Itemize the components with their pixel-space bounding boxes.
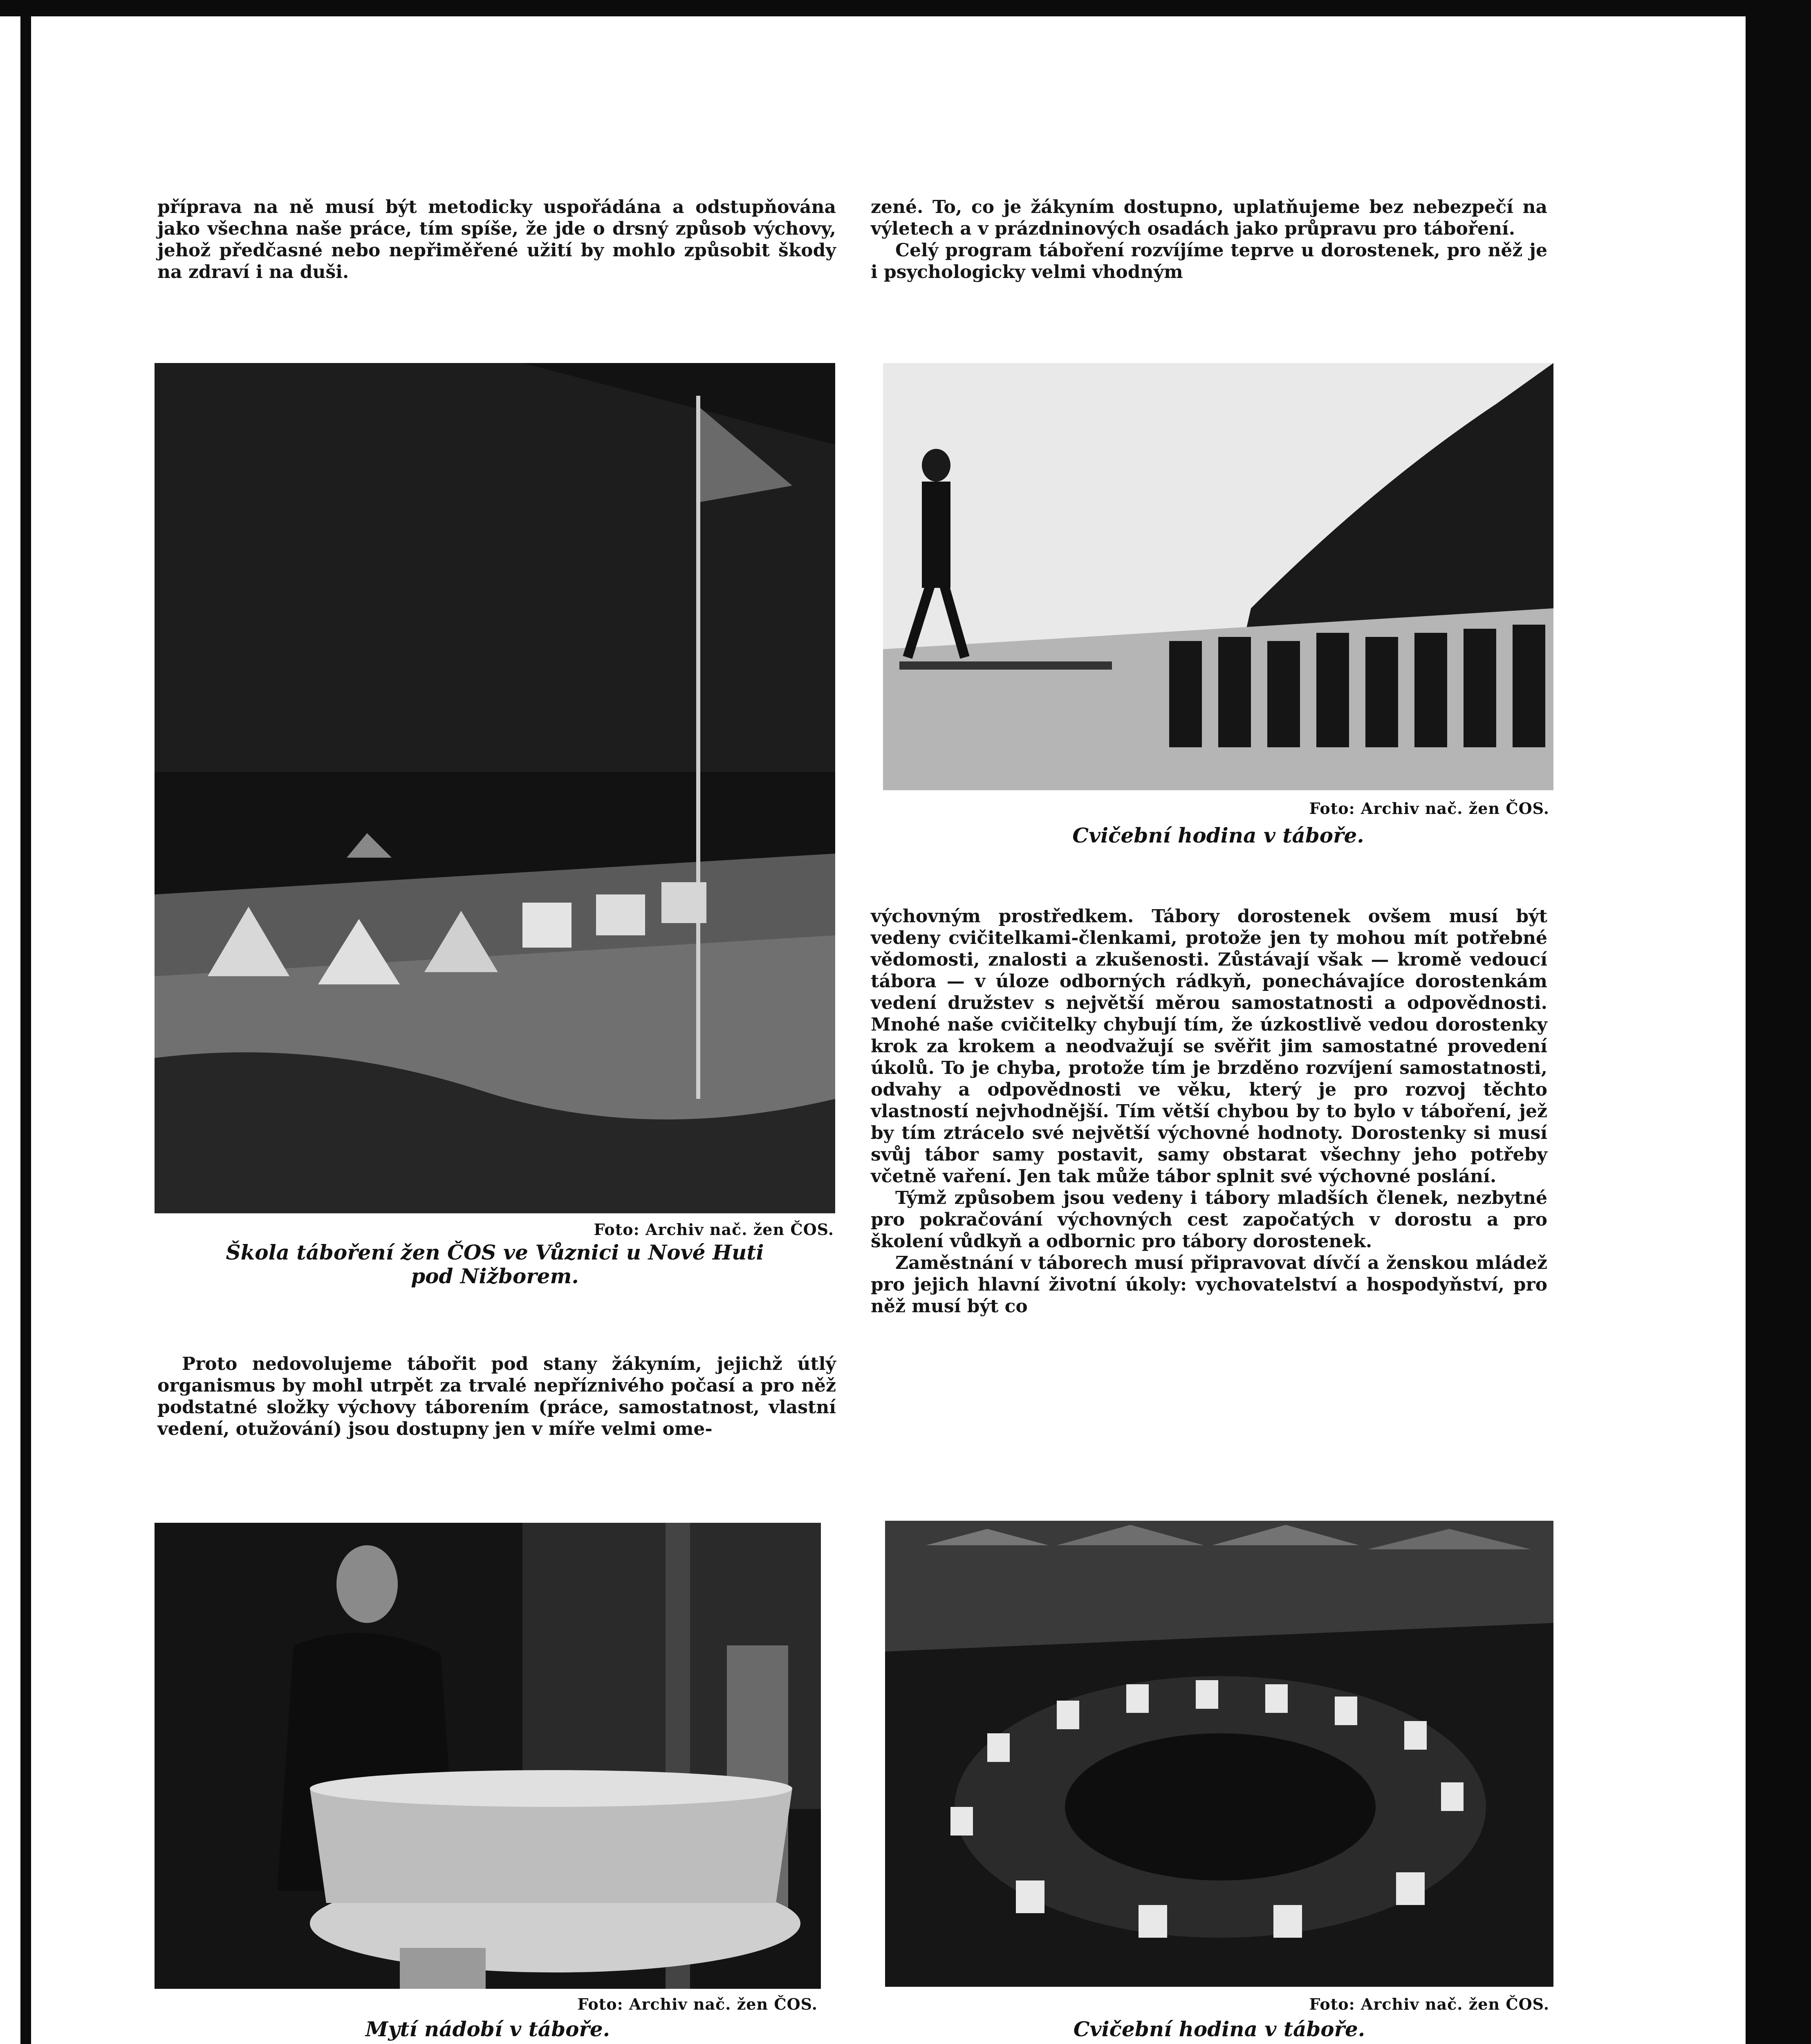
photo-caption: Cvičební hodina v táboře. <box>1073 2017 1365 2041</box>
text-column-left-top <box>157 196 836 283</box>
photo-camp-tents <box>155 363 835 1213</box>
camp-image <box>155 363 835 1213</box>
paragraph: Proto nedovolujeme tábořit pod stany žákyním, jejichž útlý organismus by mohl utrpět za trvalé nepříznivého počasí a pro něž podstatné složky výchovy táborením (práce, samostatnost, vlastní vedení, otužování) jsou dostupny jen v míře velmi ome- <box>157 1354 836 1439</box>
paragraph: příprava na ně musí být metodicky uspořádána a odstupňována jako všechna naše práce, tím spíše, že jde o drsný způsob výchovy, jehož předčasné nebo nepřiměřené užití by mohlo způsobit škody na zdraví i na duši. <box>157 197 836 282</box>
paragraph: výchovným prostředkem. Tábory dorostenek ovšem musí být vedeny cvičitelkami-členkami, protože jen ty mohou mít potřebné vědomosti, znalosti a zkušenosti. Zůstávají však — kromě vedoucí tábora — v úloze odborných rádkyň, ponechávajíce dorostenkám vedení družstev s největší měrou samostatnosti a odpovědnosti. Mnohé naše cvičitelky chybují tím, že úzkostlivě vedou dorostenky krok za krokem a neodvažují se svěřit jim samostatné provedení úkolů. To je chyba, protože tím je brzděno rozvíjení samostatnosti, odvahy a odpovědnosti ve věku, který je pro rozvoj těchto vlastností nejvhodnější. Tím větší chybou by to bylo v táboření, jež by tím ztrácelo své největší výchovné hodnoty. Dorostenky si musí svůj tábor samy postavit, samy obstarat všechny jeho potřeby včetně vaření. Jen tak může tábor splnit své výchovné poslání. <box>871 906 1547 1187</box>
photo-credit: Foto: Archiv nač. žen ČOS. <box>1309 1995 1549 2013</box>
text-column-left-middle <box>157 1353 836 1440</box>
photo-exercise-balance <box>883 363 1553 790</box>
scan-border-top <box>0 0 1811 16</box>
photo-credit: Foto: Archiv nač. žen ČOS. <box>594 1220 834 1239</box>
text-column-right-middle <box>871 905 1547 1317</box>
photo-caption: Cvičební hodina v táboře. <box>1072 823 1364 847</box>
paragraph: Celý program táboření rozvíjíme teprve u dorostenek, pro něž je i psychologicky velmi vhodným <box>871 240 1547 282</box>
photo-credit: Foto: Archiv nač. žen ČOS. <box>577 1995 818 2013</box>
paragraph: zené. To, co je žákyním dostupno, uplatňujeme bez nebezpečí na výletech a v prázdninových osadách jako průpravu pro táboření. <box>871 197 1547 239</box>
paragraph: Zaměstnání v táborech musí připravovat dívčí a ženskou mládež pro jejich hlavní životní úkoly: vychovatelství a hospodyňství, pro něž musí být co <box>871 1253 1547 1317</box>
scan-border-left <box>20 0 31 2044</box>
exercise-image <box>883 363 1553 790</box>
scan-border-right <box>1746 0 1811 2044</box>
caption-line: Škola táboření žen ČOS ve Vůznici u Nové Huti <box>226 1240 764 1264</box>
photo-credit: Foto: Archiv nač. žen ČOS. <box>1309 799 1549 818</box>
photo-exercise-circle <box>885 1521 1553 1987</box>
photo-washing-dishes <box>155 1523 821 1989</box>
dishes-image <box>155 1523 821 1989</box>
photo-caption: Mytí nádobí v táboře. <box>365 2017 610 2041</box>
text-column-right-top <box>871 196 1547 283</box>
paragraph: Týmž způsobem jsou vedeny i tábory mladších členek, nezbytné pro pokračování výchovných cest započatých v dorostu a pro školení vůdkyň a odbornic pro tábory dorostenek. <box>871 1188 1547 1252</box>
circle-exercise-image <box>885 1521 1553 1987</box>
photo-caption <box>155 1241 835 1288</box>
caption-line: pod Nižborem. <box>411 1264 579 1288</box>
